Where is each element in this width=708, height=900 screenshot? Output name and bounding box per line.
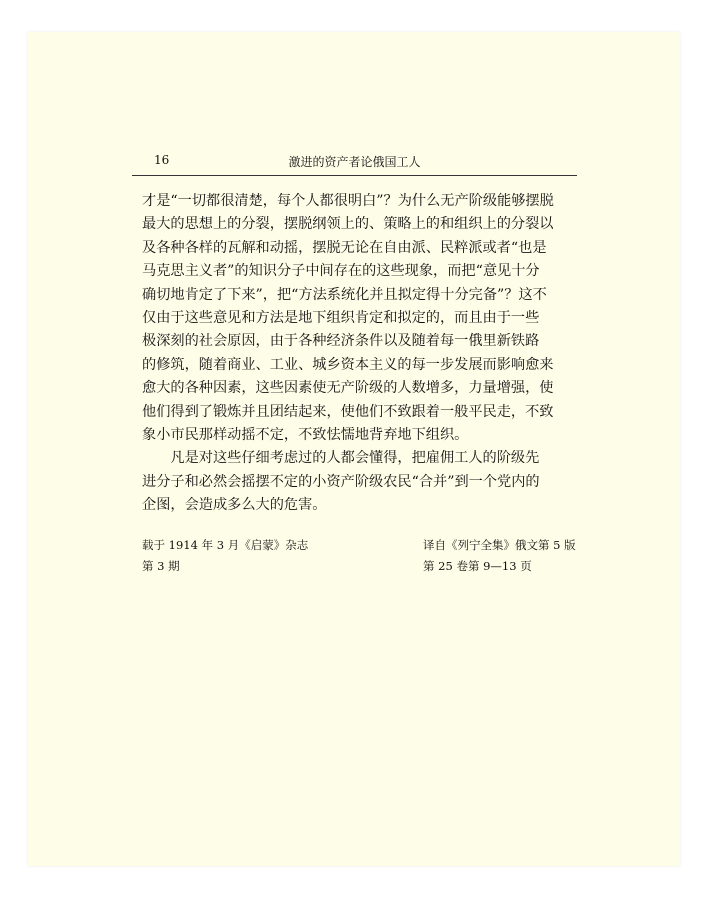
translation-line-2: 第 25 卷第 9—13 页 (423, 559, 532, 573)
running-title: 激进的资产者论俄国工人 (288, 155, 421, 169)
page-header (132, 153, 577, 176)
source-line-1: 载于 1914 年 3 月《启蒙》杂志 (142, 538, 309, 552)
paragraph-2: 凡是对这些仔细考虑过的人都会懂得，把雇佣工人的阶级先 进分子和必然会摇摆不定的小资产阶级农民“合并”到一个党内的 企图，会造成多么大的危害。 (142, 450, 540, 514)
translation-note (423, 535, 576, 577)
body-text (142, 190, 584, 518)
page-number: 16 (154, 153, 170, 167)
translation-line-1: 译自《列宁全集》俄文第 5 版 (423, 538, 576, 552)
source-line-2: 第 3 期 (142, 559, 180, 573)
source-note (142, 535, 308, 577)
paragraph-1: 才是“一切都很清楚，每个人都很明白”？为什么无产阶级能够摆脱 最大的思想上的分裂，摆脱纲领上的、策略上的和组织上的分裂以 及各种各样的瓦解和动摇，摆脱无论在自由派、民粹派或者“也是 马克思主义者”的知识分子中间存在的这些现象，而把“意见十分 确切地肯定了下来”，把“方法系统化并且拟定得十分完备”？这不 仅由于这些意见和方法是地下组织肯定和拟定的，而且由于一些 极深刻的社会原因，由于各种经济条件以及随着每一俄里新铁路 的修筑，随着商业、工业、城乡资本主义的每一步发展而影响愈来 愈大的各种因素，这些因素使无产阶级的人数增多，力量增强，使 他们得到了锻炼并且团结起来，使他们不致跟着一般平民走，不致 象小市民那样动摇不定，不致怯懦地背弃地下组织。 (142, 193, 554, 444)
